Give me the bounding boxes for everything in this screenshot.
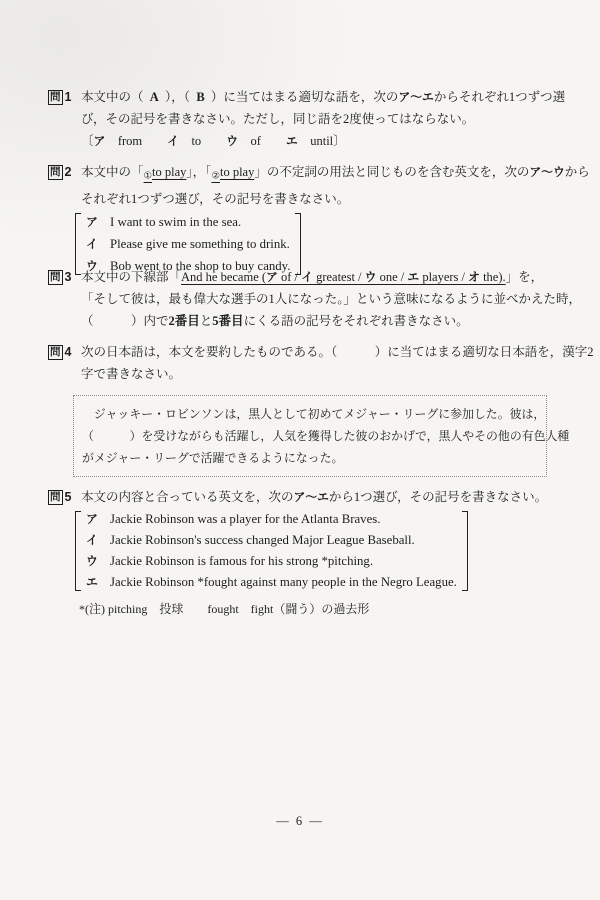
choice-item xyxy=(86,509,457,530)
choice-letter: ウ xyxy=(86,554,98,568)
text-segment: （ ）を受けながらも活躍し，人気を獲得した彼のおかげで，黒人やその他の有色人種 xyxy=(82,429,570,443)
choice-item xyxy=(86,233,290,255)
underlined-text: greatest / xyxy=(312,270,365,284)
summary-line xyxy=(82,425,570,447)
text-segment: B xyxy=(196,90,205,104)
text-segment: にくる語の記号をそれぞれ書きなさい。 xyxy=(243,314,469,328)
text-segment: 本文中の「 xyxy=(81,165,144,179)
choice-letter: イ xyxy=(86,533,98,547)
question-number: 2 xyxy=(64,165,72,179)
text-segment: *(注) pitching 投球 fought fight（闘う）の過去形 xyxy=(79,602,370,616)
text-segment: 「そして彼は，最も偉大な選手の1人になった。」という意味になるように並べかえた時， xyxy=(81,292,582,306)
question-1-label xyxy=(48,86,81,152)
text-segment: to xyxy=(178,134,227,148)
text-segment: A xyxy=(149,90,159,104)
text-segment: from xyxy=(105,134,168,148)
text-segment: 次の日本語は，本文を要約したものである。（ ）に当てはまる適切な日本語を，漢字2 xyxy=(81,345,594,359)
choice-letter: ア xyxy=(86,512,98,526)
choice-list xyxy=(75,508,468,594)
choice-text: Jackie Robinson is famous for his strong *pitching. xyxy=(110,554,374,568)
text-segment: until〕 xyxy=(297,134,346,148)
text-segment: がメジャー・リーグで活躍できるようになった。 xyxy=(82,451,344,465)
text-segment: イ xyxy=(167,134,179,148)
choice-item xyxy=(86,551,457,572)
underlined-text: to play xyxy=(219,165,255,179)
underlined-text: エ xyxy=(407,270,420,284)
text-segment: 」の不定詞の用法と同じものを含む英文を，次の xyxy=(254,165,530,179)
summary-box xyxy=(73,395,570,477)
question-5-body xyxy=(81,486,560,620)
choice-text: I want to swim in the sea. xyxy=(110,214,242,229)
underlined-text: ① xyxy=(143,171,153,182)
text-segment: から xyxy=(564,165,590,179)
summary-line xyxy=(82,447,538,469)
question-3-body xyxy=(81,266,581,332)
text-segment: から1つ選び，その記号を書きなさい。 xyxy=(328,490,548,504)
choice-text: Jackie Robinson's success changed Major League Baseball. xyxy=(110,533,415,547)
question-line xyxy=(81,108,565,130)
question-5 xyxy=(48,486,560,620)
question-line xyxy=(81,310,581,332)
question-label-box: 問 xyxy=(50,491,61,503)
choice-item xyxy=(86,572,457,593)
choice-text: Jackie Robinson was a player for the Atlanta Braves. xyxy=(110,512,381,526)
question-1 xyxy=(48,86,566,152)
text-segment: 」を， xyxy=(505,270,544,284)
choice-item xyxy=(86,530,457,551)
question-line xyxy=(81,266,581,288)
underlined-text: one / xyxy=(376,270,408,284)
question-number: 1 xyxy=(64,90,72,104)
underlined-text: players / xyxy=(419,270,469,284)
text-segment: of xyxy=(238,134,286,148)
text-segment: 本文中の下線部「 xyxy=(81,270,182,284)
question-number: 5 xyxy=(64,490,72,504)
choice-letter: エ xyxy=(86,575,98,589)
underlined-text: イ xyxy=(301,270,313,284)
text-segment: ウ xyxy=(226,134,238,148)
underlined-text: And he became ( xyxy=(181,270,267,284)
text-segment: と xyxy=(199,314,213,328)
choice-text: Please give me something to drink. xyxy=(110,236,290,251)
text-segment: 字で書きなさい。 xyxy=(81,367,182,381)
question-line xyxy=(81,188,590,210)
page-number: — 6 — xyxy=(276,814,324,828)
text-segment: ア～エ xyxy=(398,90,434,104)
underlined-text: ② xyxy=(211,171,220,182)
question-4 xyxy=(48,341,594,385)
question-3 xyxy=(48,266,582,332)
question-label-box: 問 xyxy=(50,271,61,283)
choice-text: Bob went to the shop to buy candy. xyxy=(110,258,291,273)
question-4-body xyxy=(81,341,594,385)
choice-letter: イ xyxy=(86,236,98,251)
question-line xyxy=(81,161,590,188)
question-line xyxy=(81,341,594,363)
text-segment: ）に当てはまる適切な語を，次の xyxy=(204,90,399,104)
vocabulary-note xyxy=(79,598,560,620)
text-segment: び，その記号を書きなさい。ただし，同じ語を2度使ってはならない。 xyxy=(81,112,475,126)
question-line xyxy=(81,86,565,108)
choice-letter: ウ xyxy=(86,258,98,273)
choice-letter: ア xyxy=(86,214,98,229)
question-1-body xyxy=(81,86,565,152)
underlined-text: to play xyxy=(152,165,187,179)
question-line xyxy=(81,486,560,508)
question-line xyxy=(81,363,594,385)
summary-line xyxy=(82,403,546,425)
choice-row-inline xyxy=(81,130,565,152)
text-segment: からそれぞれ1つずつ選 xyxy=(433,90,566,104)
question-number: 3 xyxy=(64,270,72,284)
text-segment: ア xyxy=(93,134,106,148)
text-segment: 本文中の（ xyxy=(81,90,150,104)
underlined-text: ア xyxy=(266,270,278,284)
question-label-box: 問 xyxy=(50,91,61,103)
text-segment: 」，「 xyxy=(186,165,212,179)
text-segment: ），（ xyxy=(158,90,197,104)
text-segment: ジャッキー・ロビンソンは，黒人として初めてメジャー・リーグに参加した。彼は， xyxy=(82,407,546,421)
choice-item xyxy=(86,211,290,233)
question-number: 4 xyxy=(64,345,72,359)
text-segment: 2番目 xyxy=(168,314,200,328)
question-label-box: 問 xyxy=(50,166,61,178)
question-4-label xyxy=(48,341,81,385)
text-segment: （ ）内で xyxy=(81,314,169,328)
underlined-text: オ xyxy=(468,270,480,284)
text-segment: エ xyxy=(285,134,298,148)
question-2-body xyxy=(81,161,590,278)
underlined-text: the). xyxy=(479,270,506,284)
choice-text: Jackie Robinson *fought against many people in the Negro League. xyxy=(110,575,457,589)
question-2 xyxy=(48,161,590,278)
text-segment: 本文の内容と合っている英文を，次の xyxy=(81,490,294,504)
question-line xyxy=(81,288,581,310)
text-segment: それぞれ1つずつ選び，その記号を書きなさい。 xyxy=(81,191,350,206)
text-segment: ア～エ xyxy=(293,490,329,504)
text-segment: 5番目 xyxy=(212,314,244,328)
underlined-text: ウ xyxy=(364,270,377,284)
underlined-text: of / xyxy=(277,270,302,284)
text-segment: ア～ウ xyxy=(529,165,565,179)
question-label-box: 問 xyxy=(50,346,61,358)
question-3-label xyxy=(48,266,81,332)
text-segment: 〔 xyxy=(81,134,94,148)
